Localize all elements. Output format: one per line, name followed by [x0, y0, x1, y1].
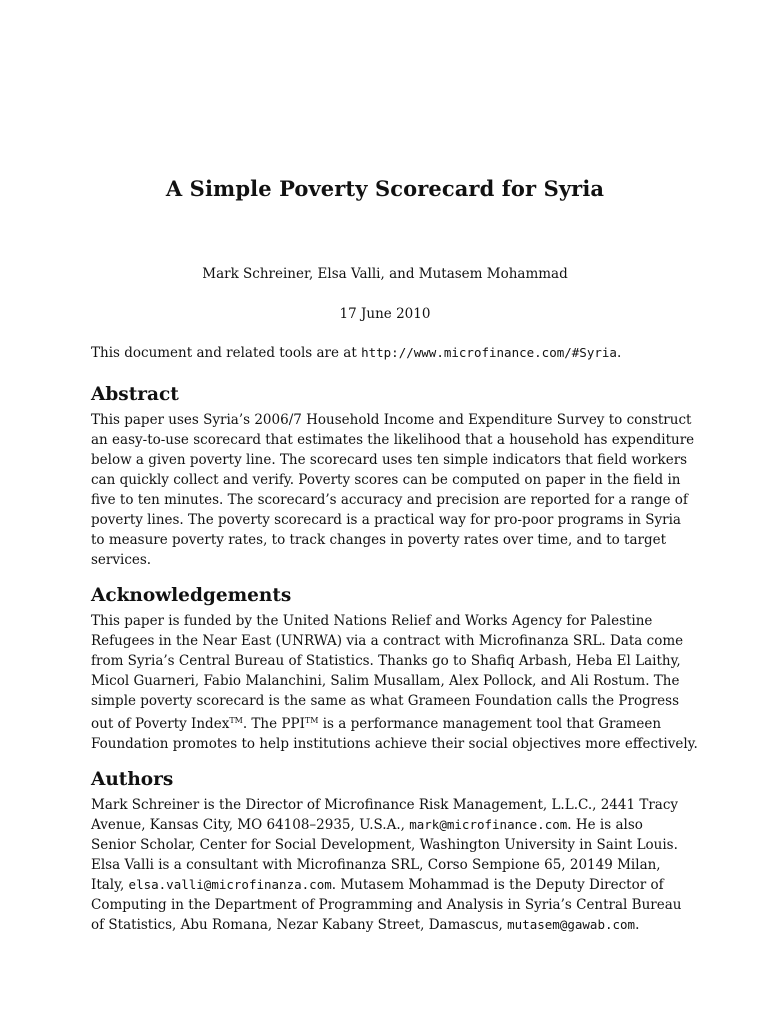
authors-line [91, 875, 681, 895]
acknowledgements-body [91, 611, 698, 754]
author-list: Mark Schreiner, Elsa Valli, and Mutasem Mohammad [202, 266, 568, 282]
authors-line: Mark Schreiner is the Director of Microfinance Risk Management, L.L.C., 2441 Tracy [91, 797, 679, 813]
acknowledgements-heading: Acknowledgements [91, 585, 292, 606]
authors-body [91, 795, 681, 935]
authors-line: Senior Scholar, Center for Social Development, Washington University in Saint Louis. [91, 837, 678, 853]
abstract-line: an easy-to-use scorecard that estimates the likelihood that a household has expenditure [91, 432, 695, 448]
authors-line: Computing in the Department of Programming and Analysis in Syria’s Central Bureau [91, 897, 682, 913]
paper-title: A Simple Poverty Scorecard for Syria [165, 176, 605, 201]
abstract-line: to measure poverty rates, to track changes in poverty rates over time, and to target [91, 532, 667, 548]
ppi-text-a: out of Poverty Index [91, 716, 230, 732]
trademark-mark: TM [304, 716, 319, 725]
acknowledgements-line: Refugees in the Near East (UNRWA) via a contract with Microfinanza SRL. Data come [91, 633, 684, 649]
ppi-text-c: is a performance management tool that Grameen [318, 716, 662, 732]
authors-line: Elsa Valli is a consultant with Microfinanza SRL, Corso Sempione 65, 20149 Milan, [91, 857, 661, 873]
trademark-mark: TM [229, 716, 243, 725]
abstract-body [91, 410, 695, 570]
authors-text: of Statistics, Abu Romana, Nezar Kabany Street, Damascus, [91, 917, 508, 933]
tools-note-prefix: This document and related tools are at [91, 345, 362, 361]
authors-line [91, 915, 681, 935]
abstract-line: This paper uses Syria’s 2006/7 Household Income and Expenditure Survey to construct [91, 412, 692, 428]
authors-text: . [635, 917, 640, 933]
authors-line [91, 815, 681, 835]
abstract-line: can quickly collect and verify. Poverty scores can be computed on paper in the field in [91, 472, 681, 488]
ppi-text-b: . The PPI [242, 716, 305, 732]
authors-text: Avenue, Kansas City, MO 64108–2935, U.S.A., [91, 817, 410, 833]
authors-text: . Mutasem Mohammad is the Deputy Director of [331, 877, 664, 893]
email-link-schreiner[interactable]: mark@microfinance.com [409, 817, 568, 832]
email-link-valli[interactable]: elsa.valli@microfinanza.com [128, 877, 332, 892]
tools-note-suffix: . [616, 345, 622, 361]
authors-heading: Authors [91, 769, 174, 790]
abstract-line: below a given poverty line. The scorecard uses ten simple indicators that field workers [91, 452, 688, 468]
abstract-line: services. [91, 552, 152, 568]
authors-text: . He is also [567, 817, 643, 833]
email-link-mohammad[interactable]: mutasem@gawab.com [507, 917, 636, 932]
acknowledgements-line: This paper is funded by the United Nations Relief and Works Agency for Palestine [91, 613, 653, 629]
acknowledgements-line: simple poverty scorecard is the same as what Grameen Foundation calls the Progress [91, 693, 680, 709]
abstract-line: five to ten minutes. The scorecard’s accuracy and precision are reported for a range of [91, 492, 688, 508]
abstract-heading: Abstract [91, 384, 179, 405]
tools-url-link[interactable]: http://www.microfinance.com/#Syria [361, 345, 617, 360]
acknowledgements-line [91, 711, 681, 734]
acknowledgements-line: from Syria’s Central Bureau of Statistics. Thanks go to Shafiq Arbash, Heba El Laithy, [91, 653, 681, 669]
tools-note [91, 345, 681, 361]
acknowledgements-line: Micol Guarneri, Fabio Malanchini, Salim Musallam, Alex Pollock, and Ali Rostum. The [91, 673, 680, 689]
acknowledgements-line: Foundation promotes to help institutions achieve their social objectives more effectively. [91, 736, 698, 752]
publication-date: 17 June 2010 [339, 306, 431, 322]
abstract-line: poverty lines. The poverty scorecard is a practical way for pro-poor programs in Syria [91, 512, 681, 528]
authors-text: Italy, [91, 877, 129, 893]
